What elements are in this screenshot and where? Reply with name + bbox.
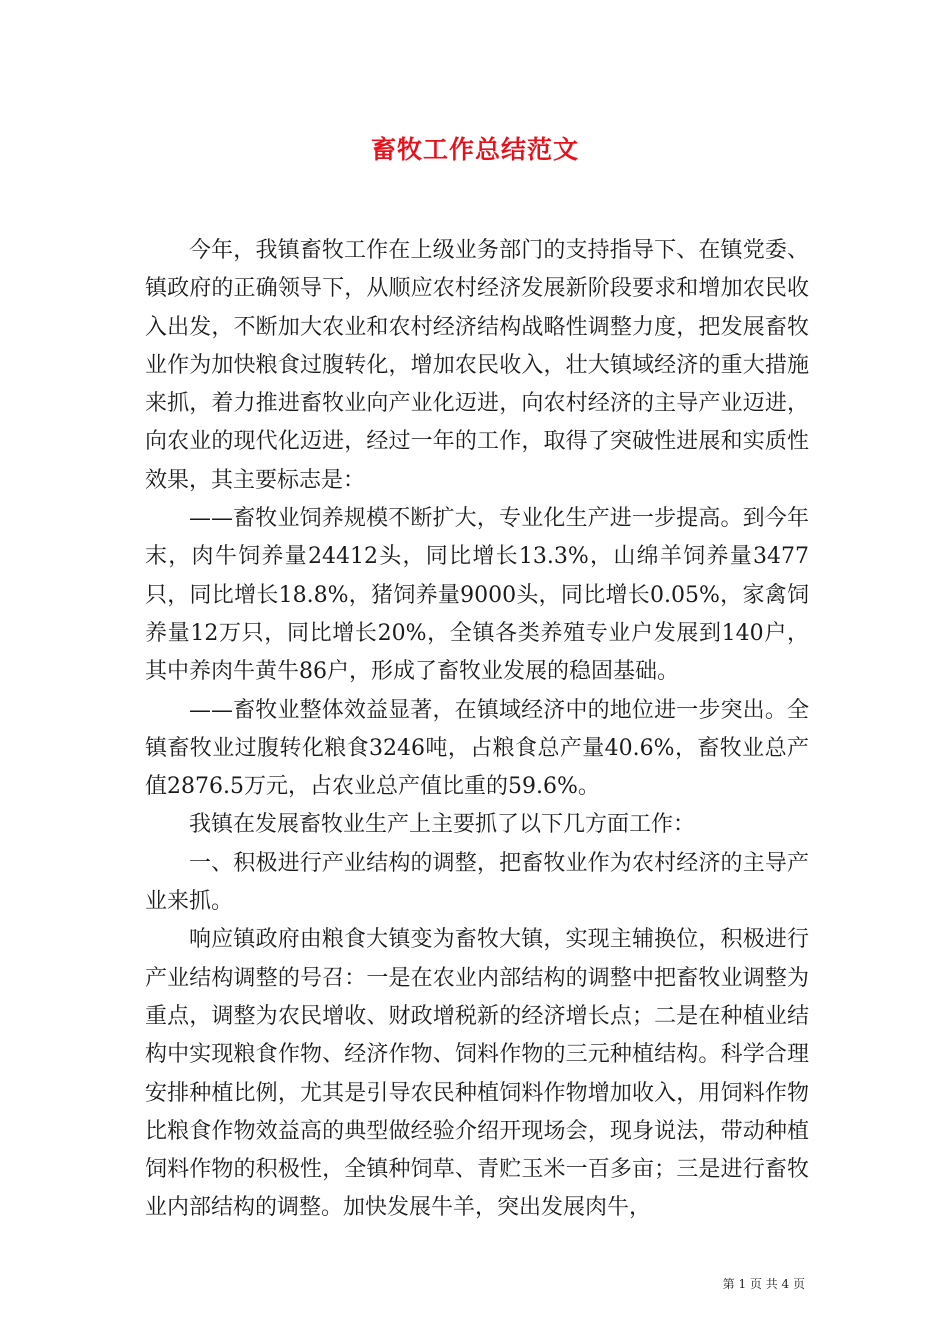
- paragraph-structure-adjustment: 响应镇政府由粮食大镇变为畜牧大镇，实现主辅换位，积极进行产业结构调整的号召：一是在农业内部结构的调整中把畜牧业调整为重点，调整为农民增收、财政增税新的经济增长点；二是在种植业结构中实现粮食作物、经济作物、饲料作物的三元种植结构。科学合理安排种植比例，尤其是引导农民种植饲料作物增加收入，用饲料作物比粮食作物效益高的典型做经验介绍开现场会，现身说法，带动种植饲料作物的积极性，全镇种饲草、青贮玉米一百多亩；三是进行畜牧业内部结构的调整。加快发展牛羊，突出发展肉牛，: [145, 927, 809, 1221]
- section-heading-1: 一、积极进行产业结构的调整，把畜牧业作为农村经济的主导产业来抓。: [145, 850, 809, 915]
- paragraph-intro: 今年，我镇畜牧工作在上级业务部门的支持指导下、在镇党委、镇政府的正确领导下，从顺应农村经济发展新阶段要求和增加农民收入出发，不断加大农业和农村经济结构战略性调整力度，把发展畜牧业作为加快粮食过腹转化，增加农民收入，壮大镇域经济的重大措施来抓，着力推进畜牧业向产业化迈进，向农村经济的主导产业迈进，向农业的现代化迈进，经过一年的工作，取得了突破性进展和实质性效果，其主要标志是：: [145, 238, 809, 493]
- paragraph-scale: ——畜牧业饲养规模不断扩大，专业化生产进一步提高。到今年末，肉牛饲养量24412头，同比增长13.3%，山绵羊饲养量3477只，同比增长18.8%，猪饲养量9000头，同比增长0.05%，家禽饲养量12万只，同比增长20%，全镇各类养殖专业户发展到140户，其中养肉牛黄牛86户，形成了畜牧业发展的稳固基础。: [145, 506, 809, 685]
- document-body: [145, 232, 809, 1228]
- paragraph-benefit: ——畜牧业整体效益显著，在镇域经济中的地位进一步突出。全镇畜牧业过腹转化粮食3246吨，占粮食总产量40.6%，畜牧业总产值2876.5万元，占农业总产值比重的59.6%。: [145, 697, 809, 800]
- page-number: 第 1 页 共 4 页: [722, 1277, 805, 1291]
- document-title: 畜牧工作总结范文: [370, 135, 579, 164]
- paragraph-work-summary: 我镇在发展畜牧业生产上主要抓了以下几方面工作：: [189, 812, 696, 838]
